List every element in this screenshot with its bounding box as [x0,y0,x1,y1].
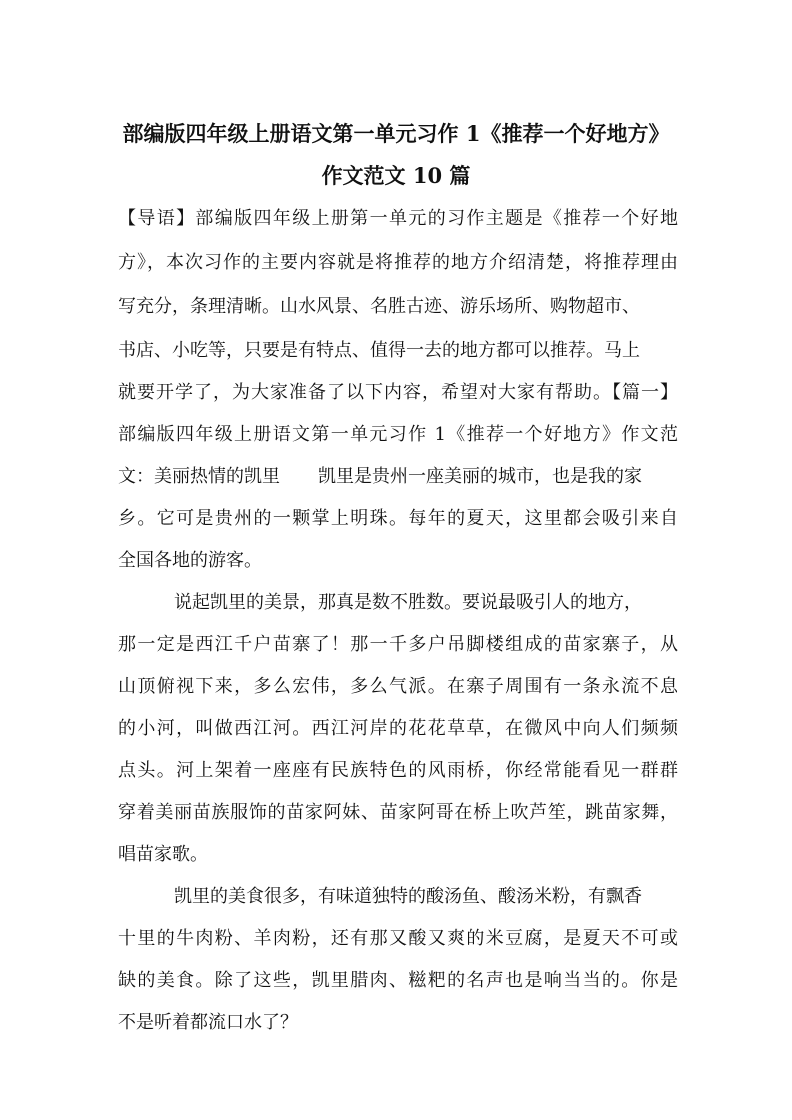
paragraph-line: 十里的牛肉粉、羊肉粉，还有那又酸又爽的米豆腐，是夏天不可或 [118,928,678,949]
paragraph-line: 穿着美丽苗族服饰的苗家阿妹、苗家阿哥在桥上吹芦笙，跳苗家舞， [118,802,678,823]
paragraph-line: 【导语】部编版四年级上册第一单元的习作主题是《推荐一个好地 [118,208,678,229]
paragraph-line: 写充分，条理清晰。山水风景、名胜古迹、游乐场所、购物超市、 [118,296,640,317]
paragraph-line: 不是听着都流口水了？ [118,1012,298,1033]
paragraph-line: 那一定是西江千户苗寨了！那一千多户吊脚楼组成的苗家寨子，从 [118,634,678,655]
paragraph-line: 乡。它可是贵州的一颗掌上明珠。每年的夏天，这里都会吸引来自 [118,508,678,529]
paragraph-line: 全国各地的游客。 [118,550,262,571]
paragraph-line: 唱苗家歌。 [118,844,208,865]
paragraph-line: 的小河，叫做西江河。西江河岸的花花草草，在微风中向人们频频 [118,718,678,739]
paragraph-line: 缺的美食。除了这些，凯里腊肉、糍粑的名声也是响当当的。你是 [118,970,678,991]
paragraph-line: 凯里的美食很多，有味道独特的酸汤鱼、酸汤米粉，有飘香 [174,886,642,907]
paragraph-line: 点头。河上架着一座座有民族特色的风雨桥，你经常能看见一群群 [118,760,678,781]
subtitle-text: 文：美丽热情的凯里 [118,466,280,487]
paragraph-line: 部编版四年级上册语文第一单元习作 1《推荐一个好地方》作文范 [118,424,678,445]
paragraph-text: 凯里是贵州一座美丽的城市，也是我的家 [318,466,642,487]
paragraph-line: 说起凯里的美景，那真是数不胜数。要说最吸引人的地方， [174,592,642,613]
paragraph-line [118,466,678,488]
paragraph-line: 就要开学了，为大家准备了以下内容，希望对大家有帮助。【篇一】 [118,382,678,403]
paragraph-line: 方》，本次习作的主要内容就是将推荐的地方介绍清楚，将推荐理由 [118,252,678,273]
document-title-line-1: 部编版四年级上册语文第一单元习作 1《推荐一个好地方》 [122,121,670,146]
paragraph-line: 书店、小吃等，只要是有特点、值得一去的地方都可以推荐。马上 [118,340,640,361]
document-title-line-2: 作文范文 10 篇 [321,163,471,188]
paragraph-line: 山顶俯视下来，多么宏伟，多么气派。在寨子周围有一条永流不息 [118,676,678,697]
